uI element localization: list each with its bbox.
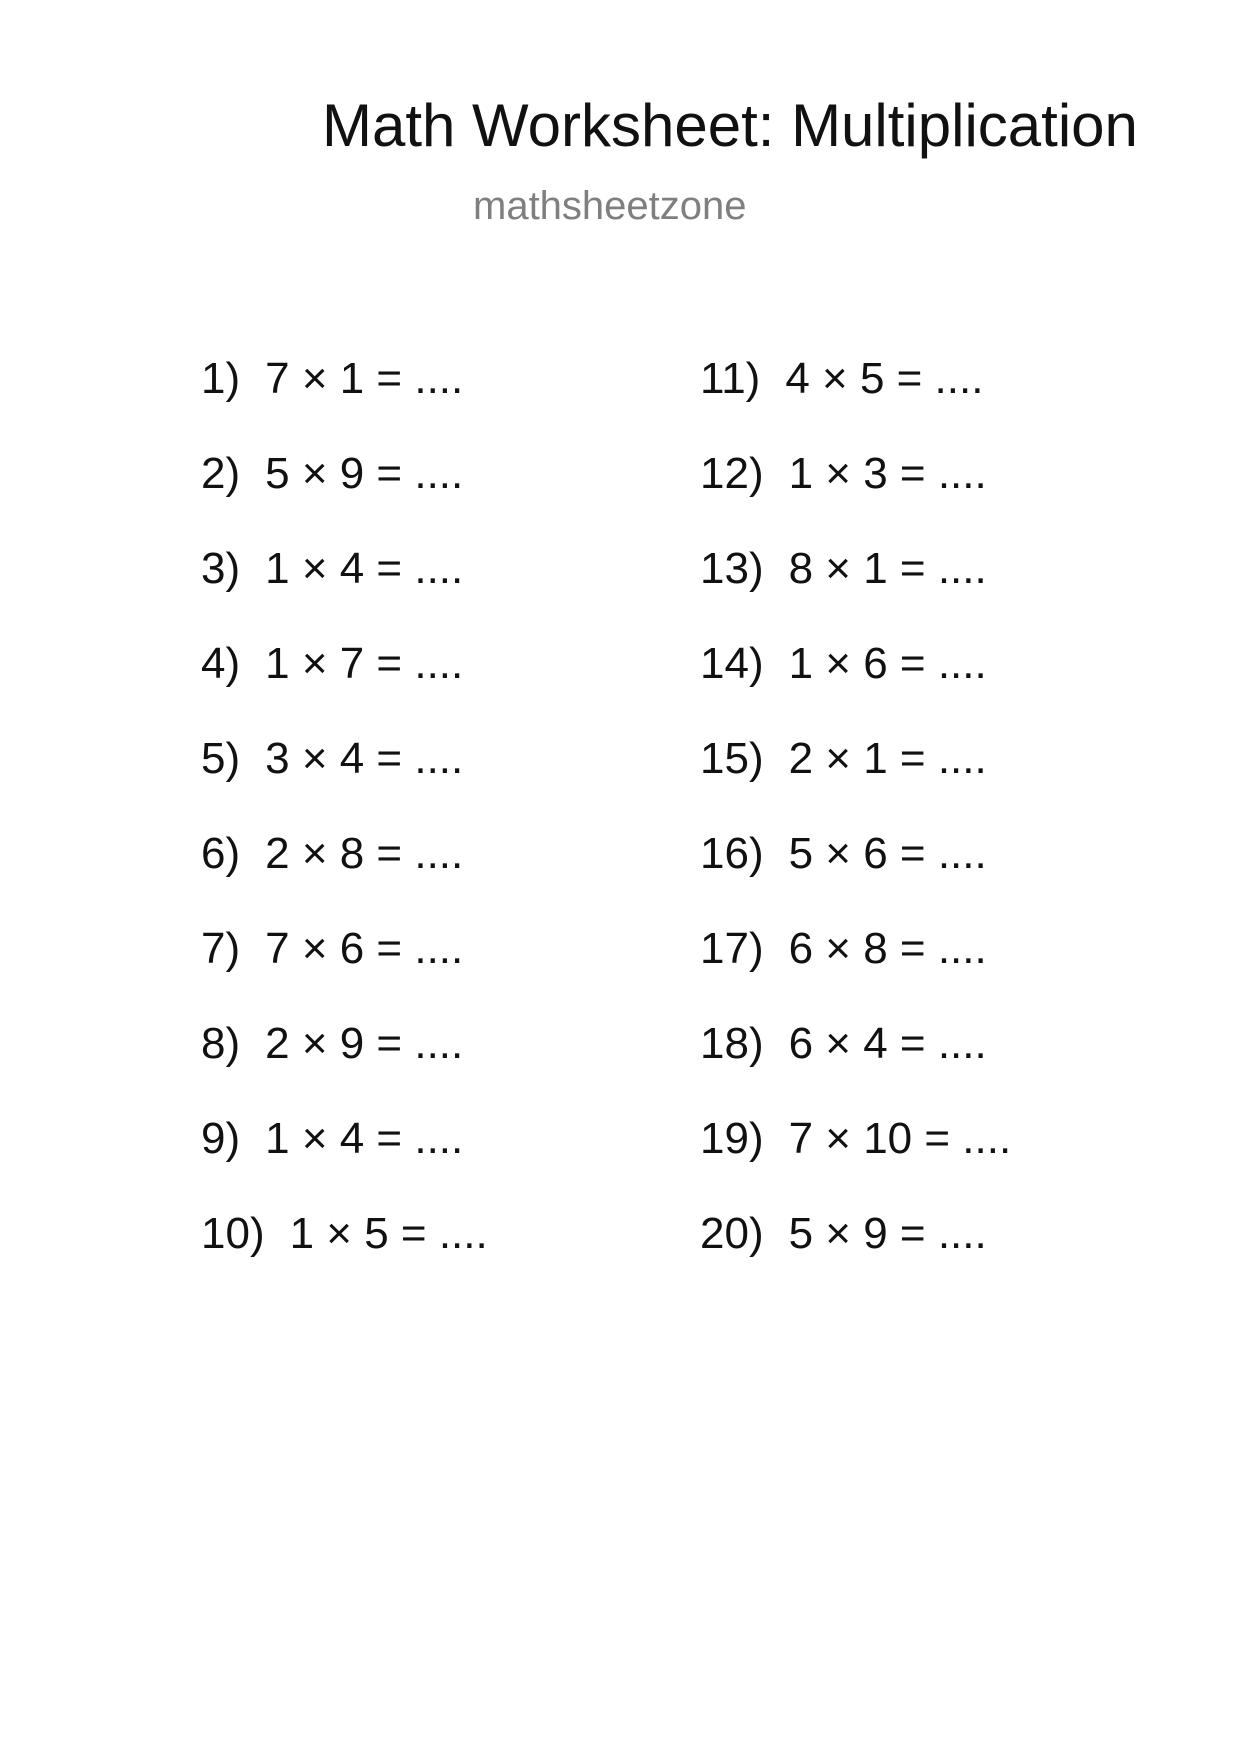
problem-item (700, 354, 984, 403)
problem-expression: 5 × 6 = .... (788, 829, 987, 878)
problem-number: 19) (700, 1114, 764, 1163)
problem-item (700, 829, 987, 878)
problem-item (201, 924, 464, 973)
problem-expression: 1 × 6 = .... (788, 639, 987, 688)
problem-expression: 1 × 4 = .... (265, 1114, 464, 1163)
problem-item (201, 449, 464, 498)
problem-number: 5) (201, 734, 241, 783)
problem-expression: 4 × 5 = .... (785, 354, 984, 403)
problem-expression: 2 × 8 = .... (265, 829, 464, 878)
problem-item (700, 544, 987, 593)
problem-number: 12) (700, 449, 764, 498)
problem-number: 14) (700, 639, 764, 688)
problem-item (201, 829, 464, 878)
problem-item (700, 924, 987, 973)
problem-expression: 8 × 1 = .... (788, 544, 987, 593)
problem-expression: 5 × 9 = .... (788, 1209, 987, 1258)
problem-item (700, 734, 987, 783)
problem-number: 4) (201, 639, 241, 688)
problem-expression: 1 × 7 = .... (265, 639, 464, 688)
worksheet-source: mathsheetzone (473, 184, 747, 228)
problem-expression: 1 × 5 = .... (289, 1209, 488, 1258)
problem-item (201, 1114, 464, 1163)
problem-expression: 6 × 4 = .... (788, 1019, 987, 1068)
problem-expression: 5 × 9 = .... (265, 449, 464, 498)
problem-item (201, 639, 464, 688)
problem-item (700, 449, 987, 498)
problem-number: 18) (700, 1019, 764, 1068)
problem-number: 20) (700, 1209, 764, 1258)
problem-item (201, 1019, 464, 1068)
problem-expression: 2 × 9 = .... (265, 1019, 464, 1068)
problem-item (700, 1114, 1012, 1163)
problem-expression: 3 × 4 = .... (265, 734, 464, 783)
problem-item (700, 1019, 987, 1068)
problem-number: 7) (201, 924, 241, 973)
problem-expression: 7 × 6 = .... (265, 924, 464, 973)
problem-number: 6) (201, 829, 241, 878)
problem-number: 8) (201, 1019, 241, 1068)
problem-number: 15) (700, 734, 764, 783)
problem-item (201, 1209, 488, 1258)
problem-number: 2) (201, 449, 241, 498)
problem-number: 16) (700, 829, 764, 878)
worksheet-title: Math Worksheet: Multiplication (322, 92, 1138, 159)
problem-number: 11) (700, 354, 761, 403)
problem-number: 9) (201, 1114, 241, 1163)
problem-number: 13) (700, 544, 764, 593)
problem-number: 17) (700, 924, 764, 973)
problem-expression: 2 × 1 = .... (788, 734, 987, 783)
problem-number: 1) (201, 354, 241, 403)
problem-number: 3) (201, 544, 241, 593)
problem-item (201, 544, 464, 593)
problem-expression: 6 × 8 = .... (788, 924, 987, 973)
problem-expression: 7 × 10 = .... (788, 1114, 1012, 1163)
problem-expression: 1 × 3 = .... (788, 449, 987, 498)
problem-item (201, 354, 464, 403)
problem-expression: 1 × 4 = .... (265, 544, 464, 593)
problem-item (201, 734, 464, 783)
problem-number: 10) (201, 1209, 265, 1258)
problem-item (700, 639, 987, 688)
problem-item (700, 1209, 987, 1258)
problem-expression: 7 × 1 = .... (265, 354, 464, 403)
